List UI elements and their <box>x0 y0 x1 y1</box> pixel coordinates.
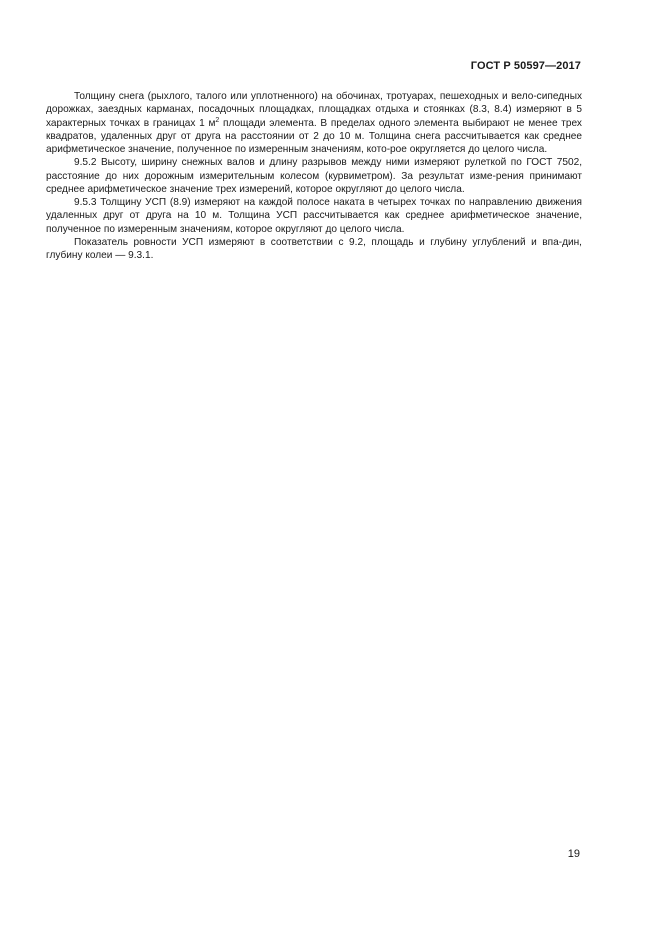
standard-code-header: ГОСТ Р 50597—2017 <box>470 60 581 72</box>
paragraph-9-5-2: 9.5.2 Высоту, ширину снежных валов и длину разрывов между ними измеряют рулеткой по ГОСТ 7502, расстояние до них дорожным измерительным колесом (курвиметром). За результат изме-рения принимают среднее арифметическое значение трех измерений, которое округляют до целого числа. <box>46 157 582 195</box>
superscript: 2 <box>215 116 220 124</box>
paragraph-evenness: Показатель ровности УСП измеряют в соответствии с 9.2, площадь и глубину углублений и впа-дин, глубину колеи — 9.3.1. <box>46 236 582 261</box>
paragraph-snow-thickness <box>46 90 582 156</box>
page-number: 19 <box>567 848 580 860</box>
paragraph-text: площади элемента. В пределах одного элемента выбирают не менее трех квадратов, удаленных друг от друга на расстоянии от 2 до 10 м. Толщина снега рассчитывается как среднее арифметическое значение, полученное по измеренным значениям, кото-рое округляется до целого числа. <box>46 117 582 155</box>
document-body <box>46 90 582 262</box>
paragraph-text: Толщину снега (рыхлого, талого или уплотненного) на обочинах, тротуарах, пешеходных и вело-сипедных дорожках, заездных карманах, посадочных площадках, площадках отдыха и стоянках (8.3, 8.4) измеряют в 5 характерных точках в границах 1 м <box>46 91 582 129</box>
paragraph-9-5-3: 9.5.3 Толщину УСП (8.9) измеряют на каждой полосе наката в четырех точках по направлению движения удаленных друг от друга на 10 м. Толщина УСП рассчитывается как среднее арифметическое значение, полученное по измеренным значениям, которое округляют до целого числа. <box>46 197 582 235</box>
